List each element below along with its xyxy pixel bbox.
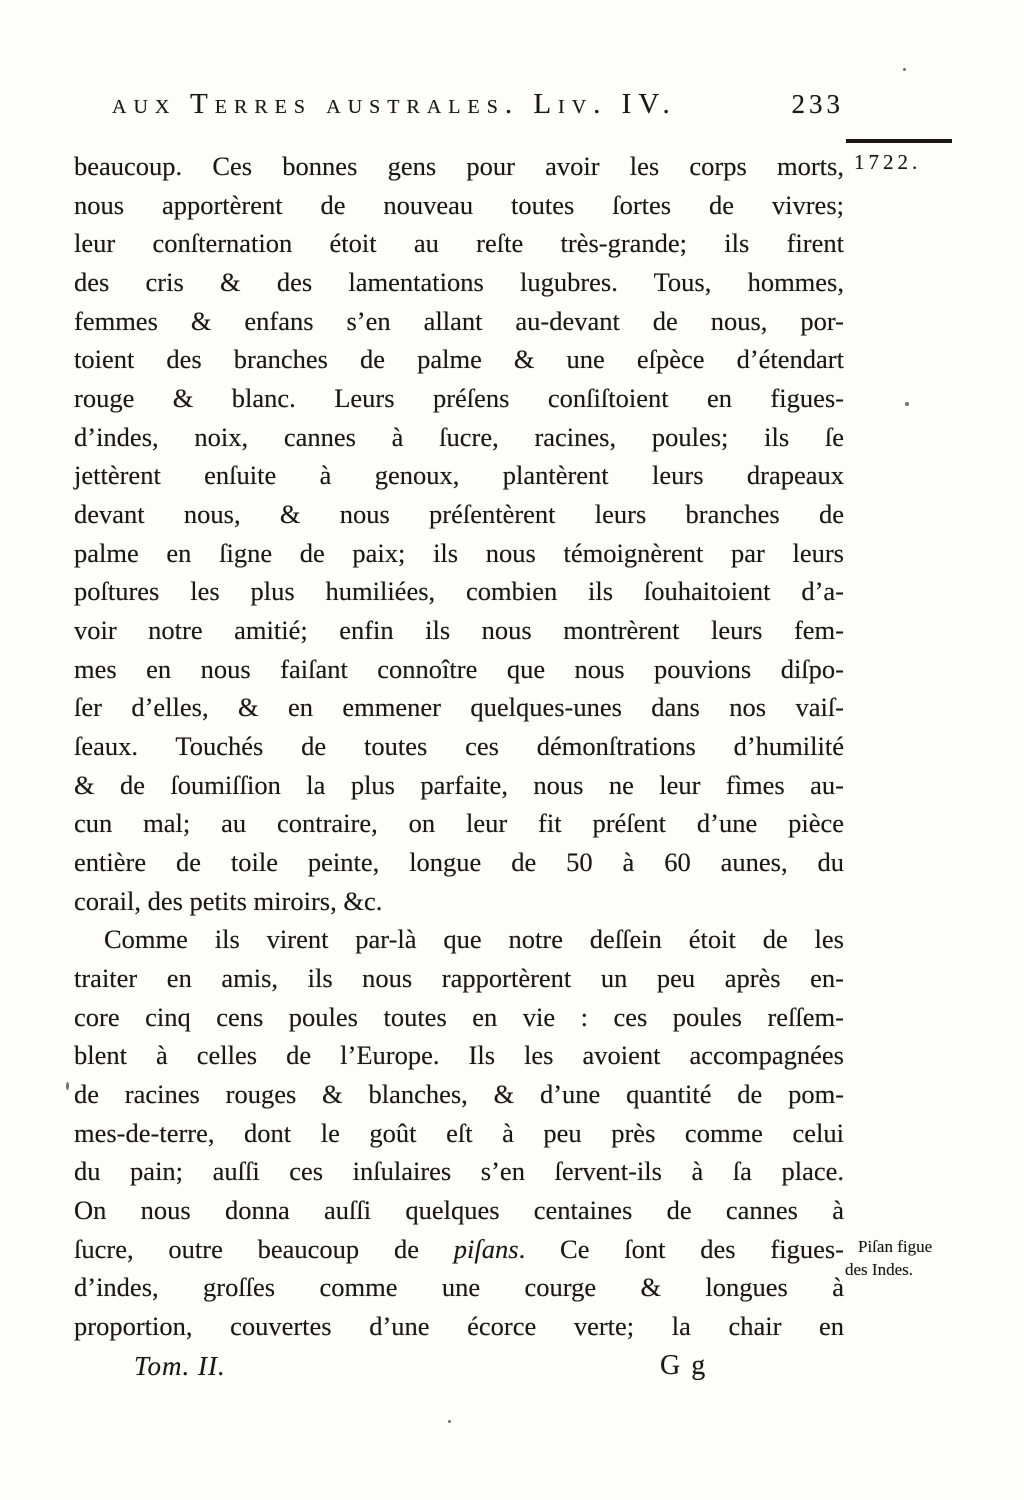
text-line: mes en nous faiſant connoître que nous pouvions diſpo-: [74, 653, 844, 684]
side-note-line: des Indes.: [845, 1259, 913, 1279]
page-title: aux Terres australes. Liv. IV.: [112, 88, 677, 120]
text-line: On nous donna auſſi quelques centaines de cannes à: [74, 1195, 844, 1226]
scan-speck: [448, 1420, 451, 1423]
text-line: Comme ils virent par-là que notre deſſein étoit de les: [104, 924, 844, 955]
text-line: jettèrent enſuite à genoux, plantèrent leurs drapeaux: [74, 460, 844, 491]
running-header: [74, 88, 844, 121]
page-footer: [74, 1346, 844, 1388]
text-line: entière de toile peinte, longue de 50 à 60 aunes, du: [74, 847, 844, 878]
page-number: 233: [791, 89, 844, 119]
scan-speck: [903, 68, 906, 71]
text-line: toient des branches de palme & une eſpèce d’étendart: [74, 344, 844, 375]
text-line: corail, des petits miroirs, &c.: [74, 885, 383, 916]
body-text-block: [74, 147, 844, 1346]
volume-label: Tom. II.: [134, 1351, 226, 1381]
text-line: palme en ſigne de paix; ils nous témoignèrent par leurs: [74, 537, 844, 568]
text-line: beaucoup. Ces bonnes gens pour avoir les corps morts,: [74, 151, 844, 181]
text-line: core cinq cens poules toutes en vie : ces poules reſſem-: [74, 1001, 844, 1032]
side-note-line: Piſan figue: [858, 1237, 933, 1256]
text-line: des cris & des lamentations lugubres. Tous, hommes,: [74, 267, 844, 298]
text-line: ſeaux. Touchés de toutes ces démonſtrations d’humilité: [74, 731, 844, 762]
margin-year-label: 1722.: [854, 150, 922, 174]
text-line: cun mal; au contraire, on leur fit préſent d’une pièce: [74, 808, 844, 839]
margin-side-note: [845, 1236, 1019, 1281]
margin-year-note: [846, 139, 958, 175]
text-line: leur conſternation étoit au reſte très-grande; ils firent: [74, 228, 844, 259]
text-line: ſucre, outre beaucoup de piſans. Ce ſont des figues-: [74, 1233, 844, 1264]
text-line: ſer d’elles, & en emmener quelques-unes dans nos vaiſ-: [74, 692, 844, 723]
text-line: du pain; auſſi ces inſulaires s’en ſervent-ils à ſa place.: [74, 1156, 844, 1187]
text-line: poſtures les plus humiliées, combien ils ſouhaitoient d’a-: [74, 576, 844, 607]
text-line: nous apportèrent de nouveau toutes ſortes de vivres;: [74, 189, 844, 220]
margin-rule: [846, 139, 952, 143]
signature-mark: G g: [660, 1350, 708, 1381]
scan-speck: [905, 402, 909, 406]
text-line: femmes & enfans s’en allant au-devant de nous, por-: [74, 305, 844, 336]
text-line: devant nous, & nous préſentèrent leurs branches de: [74, 499, 844, 530]
text-line: voir notre amitié; enfin ils nous montrèrent leurs fem-: [74, 615, 844, 646]
text-line: rouge & blanc. Leurs préſens conſiſtoient en figues-: [74, 383, 844, 414]
scan-speck: [66, 1082, 69, 1090]
text-line: d’indes, groſſes comme une courge & longues à: [74, 1272, 844, 1303]
text-line: traiter en amis, ils nous rapportèrent un peu après en-: [74, 963, 844, 994]
text-line: & de ſoumiſſion la plus parfaite, nous ne leur fìmes au-: [74, 769, 844, 800]
text-line: d’indes, noix, cannes à ſucre, racines, poules; ils ſe: [74, 421, 844, 452]
text-line: de racines rouges & blanches, & d’une quantité de pom-: [74, 1079, 844, 1110]
text-line: blent à celles de l’Europe. Ils les avoient accompagnées: [74, 1040, 844, 1071]
text-line: mes-de-terre, dont le goût eſt à peu près comme celui: [74, 1117, 844, 1148]
text-line: proportion, couvertes d’une écorce verte; la chair en: [74, 1311, 844, 1342]
